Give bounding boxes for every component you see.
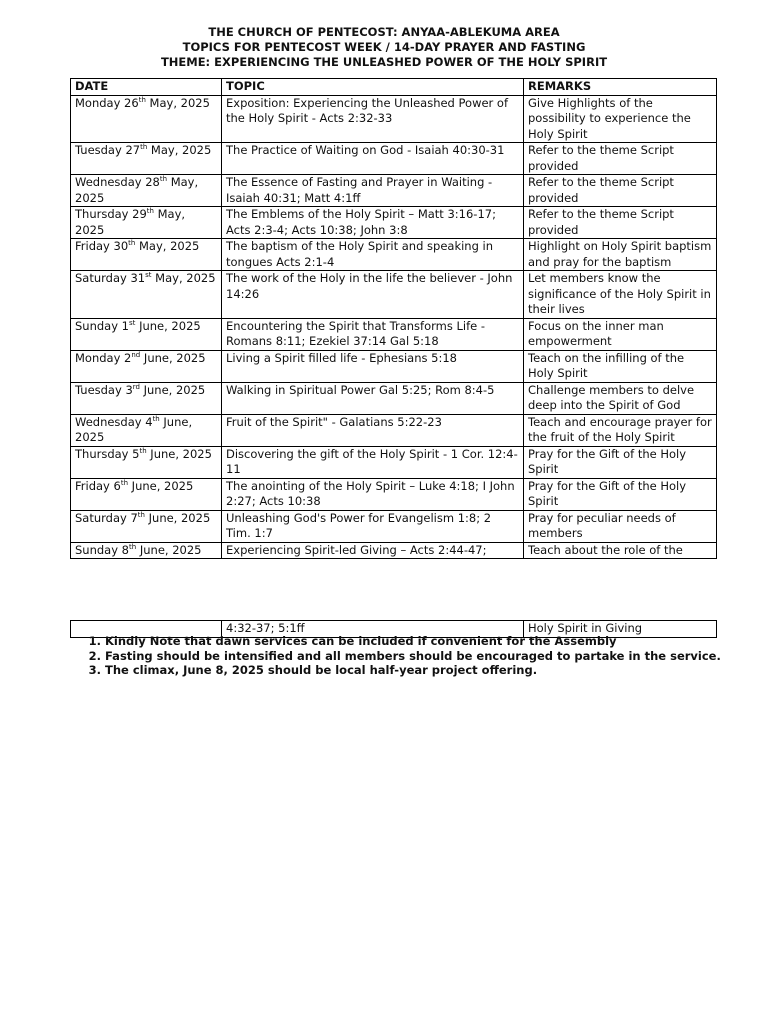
date-month-year: June, 2025 [75, 414, 193, 444]
cell-topic: Living a Spirit filled life - Ephesians 5:18 [222, 350, 524, 382]
table-row [71, 446, 717, 478]
note-item: 1. Kindly Note that dawn services can be included if convenient for the Assembly [105, 634, 745, 649]
cell-remarks: Pray for the Gift of the Holy Spirit [524, 478, 717, 510]
date-day: Sunday 8 [75, 542, 130, 557]
date-ordinal-suffix: th [146, 207, 154, 215]
date-month-year: June, 2025 [128, 478, 194, 493]
cell-topic: Fruit of the Spirit" - Galatians 5:22-23 [222, 414, 524, 446]
cell-remarks: Highlight on Holy Spirit baptism and pray for the baptism [524, 239, 717, 271]
cell-date [71, 382, 222, 414]
date-ordinal-suffix: th [120, 478, 129, 487]
date-day: Monday 2 [75, 350, 132, 365]
date-month-year: June, 2025 [135, 318, 201, 333]
date-ordinal-suffix: st [129, 318, 136, 327]
cell-remarks: Teach and encourage prayer for the fruit of the Holy Spirit [524, 414, 717, 446]
date-ordinal-suffix: th [140, 143, 148, 151]
cell-date [71, 478, 222, 510]
cell-topic: The anointing of the Holy Spirit – Luke 4:18; I John 2:27; Acts 10:38 [222, 478, 524, 510]
date-day: Saturday 7 [75, 510, 138, 525]
table-row [71, 350, 717, 382]
table-row [71, 207, 717, 239]
date-day: Friday 30 [75, 239, 129, 253]
cell-date [71, 414, 222, 446]
date-day: Monday 26 [75, 95, 139, 110]
date-month-year: June, 2025 [140, 350, 206, 365]
table-row [71, 318, 717, 350]
cell-date [71, 143, 222, 175]
cell-date [71, 175, 222, 207]
table-header-row [71, 79, 717, 96]
cell-date [71, 446, 222, 478]
date-ordinal-suffix: th [139, 446, 147, 455]
date-day: Tuesday 27 [75, 143, 141, 157]
date-month-year: June, 2025 [146, 446, 212, 461]
note-item: 3. The climax, June 8, 2025 should be local half-year project offering. [105, 663, 745, 678]
cell-remarks: Pray for the Gift of the Holy Spirit [524, 446, 717, 478]
table-row [71, 175, 717, 207]
cell-remarks: Let members know the significance of the Holy Spirit in their lives [524, 271, 717, 319]
date-month-year: May, 2025 [75, 207, 186, 237]
cell-topic: Discovering the gift of the Holy Spirit - 1 Cor. 12:4-11 [222, 446, 524, 478]
date-ordinal-suffix: th [137, 510, 145, 519]
column-header-date: DATE [71, 79, 222, 96]
date-ordinal-suffix: nd [131, 350, 141, 359]
date-month-year: May, 2025 [151, 271, 216, 285]
cell-date [71, 271, 222, 319]
cell-date [71, 542, 222, 559]
table-row [71, 95, 717, 143]
date-day: Saturday 31 [75, 271, 146, 285]
cell-remarks: Refer to the theme Script provided [524, 143, 717, 175]
cell-topic: Exposition: Experiencing the Unleashed Power of the Holy Spirit - Acts 2:32-33 [222, 95, 524, 143]
date-day: Sunday 1 [75, 318, 130, 333]
cell-remarks: Teach on the infilling of the Holy Spirit [524, 350, 717, 382]
cell-remarks: Pray for peculiar needs of members [524, 510, 717, 542]
cell-topic: 4:32-37; 5:1ff [222, 621, 524, 638]
cell-remarks: Give Highlights of the possibility to experience the Holy Spirit [524, 95, 717, 143]
header-topics-title: TOPICS FOR PENTECOST WEEK / 14-DAY PRAYER AND FASTING [182, 40, 586, 54]
table-row [71, 382, 717, 414]
cell-remarks: Refer to the theme Script provided [524, 175, 717, 207]
cell-topic: The work of the Holy in the life the believer - John 14:26 [222, 271, 524, 319]
date-day: Tuesday 3 [75, 382, 133, 397]
date-day: Friday 6 [75, 478, 121, 493]
cell-remarks: Holy Spirit in Giving [524, 621, 717, 638]
cell-topic: Unleashing God's Power for Evangelism 1:8; 2 Tim. 1:7 [222, 510, 524, 542]
cell-topic: Walking in Spiritual Power Gal 5:25; Rom 8:4-5 [222, 382, 524, 414]
date-month-year: June, 2025 [136, 542, 202, 557]
table-row [71, 239, 717, 271]
date-ordinal-suffix: th [138, 95, 146, 104]
cell-date [71, 318, 222, 350]
date-ordinal-suffix: th [128, 239, 136, 247]
date-month-year: May, 2025 [135, 239, 200, 253]
table-row [71, 542, 717, 559]
cell-remarks: Challenge members to delve deep into the Spirit of God [524, 382, 717, 414]
document-header [0, 25, 768, 70]
header-church-name: THE CHURCH OF PENTECOST: ANYAA-ABLEKUMA AREA [208, 25, 560, 39]
cell-topic: Encountering the Spirit that Transforms Life - Romans 8:11; Ezekiel 37:14 Gal 5:18 [222, 318, 524, 350]
date-month-year: May, 2025 [147, 143, 212, 157]
column-header-topic: TOPIC [222, 79, 524, 96]
cell-remarks: Focus on the inner man empowerment [524, 318, 717, 350]
date-ordinal-suffix: th [159, 175, 168, 183]
note-item: 2. Fasting should be intensified and all members should be encouraged to partake in the service. [105, 649, 745, 664]
date-month-year: June, 2025 [139, 382, 206, 397]
date-day: Wednesday 4 [75, 414, 153, 429]
date-ordinal-suffix: st [145, 271, 152, 279]
table-row [71, 510, 717, 542]
cell-remarks: Teach about the role of the [524, 542, 717, 559]
table-row [71, 414, 717, 446]
date-day: Thursday 5 [75, 446, 140, 461]
cell-topic: The Emblems of the Holy Spirit – Matt 3:16-17; Acts 2:3-4; Acts 10:38; John 3:8 [222, 207, 524, 239]
date-month-year: June, 2025 [144, 510, 211, 525]
column-header-remarks: REMARKS [524, 79, 717, 96]
cell-date [71, 207, 222, 239]
cell-topic: The Practice of Waiting on God - Isaiah 40:30-31 [222, 143, 524, 175]
cell-topic: The baptism of the Holy Spirit and speaking in tongues Acts 2:1-4 [222, 239, 524, 271]
header-theme: THEME: EXPERIENCING THE UNLEASHED POWER OF THE HOLY SPIRIT [160, 55, 608, 69]
table-row [71, 143, 717, 175]
cell-remarks: Refer to the theme Script provided [524, 207, 717, 239]
schedule-table [70, 78, 717, 559]
date-month-year: May, 2025 [75, 175, 199, 205]
table-row [71, 271, 717, 319]
cell-date [71, 510, 222, 542]
cell-date [71, 350, 222, 382]
table-row [71, 478, 717, 510]
date-ordinal-suffix: rd [132, 382, 140, 391]
notes-list [70, 634, 745, 678]
cell-topic: The Essence of Fasting and Prayer in Waiting - Isaiah 40:31; Matt 4:1ff [222, 175, 524, 207]
cell-topic: Experiencing Spirit-led Giving – Acts 2:44-47; [222, 542, 524, 559]
cell-date [71, 95, 222, 143]
cell-date [71, 239, 222, 271]
date-day: Wednesday 28 [75, 175, 160, 189]
date-ordinal-suffix: th [152, 414, 160, 423]
date-day: Thursday 29 [75, 207, 147, 221]
date-ordinal-suffix: th [129, 542, 137, 551]
date-month-year: May, 2025 [145, 95, 210, 110]
